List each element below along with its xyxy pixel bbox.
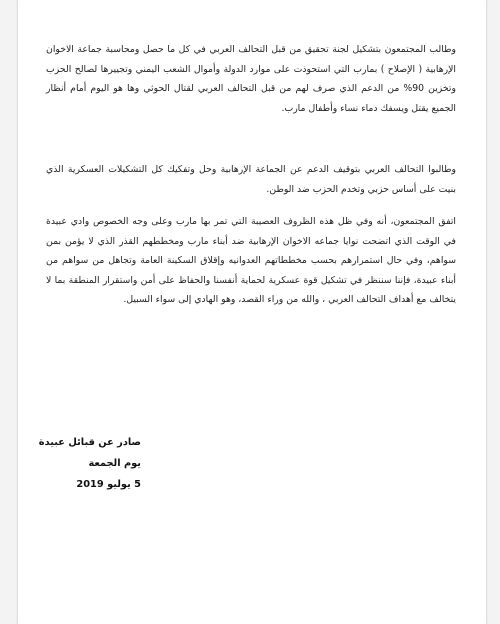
signature-date: 5 يوليو 2019 bbox=[76, 479, 141, 490]
signature-block bbox=[39, 432, 141, 495]
signature-issuer: صادر عن قبائل عبيدة bbox=[38, 437, 141, 448]
signature-day: يوم الجمعة bbox=[88, 458, 141, 469]
document-page bbox=[18, 0, 486, 624]
paragraph-stop-support-demand: وطالبوا التحالف العربي بتوقيف الدعم عن الجماعة الإرهابية وحل وتفكيك كل التشكيلات العسكرية الذي بنيت على أساس حزبي وتخدم الحزب ضد الوطن. bbox=[46, 164, 456, 195]
paragraph-investigation-demand: وطالب المجتمعون بتشكيل لجنة تحقيق من قبل التحالف العربي في كل ما حصل ومحاسبة جماعة الاخوان الإرهابية ( الإصلاح ) بمارب التي استحوذت على موارد الدولة وأموال الشعب اليمني وتجييرها لصالح الحزب وتخزين 90% من الدعم الذي صرف لهم من قبل التحالف العربي لقتال الحوثي وها هو اليوم أمام أنظار الجميع يقتل ويسفك دماء نساء وأطفال مارب. bbox=[46, 44, 457, 114]
paragraph-agreement: اتفق المجتمعون، أنه وفي ظل هذه الظروف العصيبة التي تمر بها مارب وعلى وجه الخصوص وادي عبيدة في الوقت الذي اتضحت نوايا جماعه الاخوان الإرهابية ضد أبناء مارب ومخططهم القذر الذي لا يؤمن بمن سواهم، وفي حال استمرارهم بحسب مخططاتهم العدوانيه وإقلاق السكينة العامة وتجاهل من سواهم من أبناء عبيدة، فإننا سننظر في تشكيل قوة عسكرية لحماية أنفسنا والحفاظ على أمن واستقرار المنطقة بما لا يتخالف مع أهداف التحالف العربي ، والله من وراء القصد، وهو الهادي إلى سواء السبيل. bbox=[46, 216, 456, 306]
